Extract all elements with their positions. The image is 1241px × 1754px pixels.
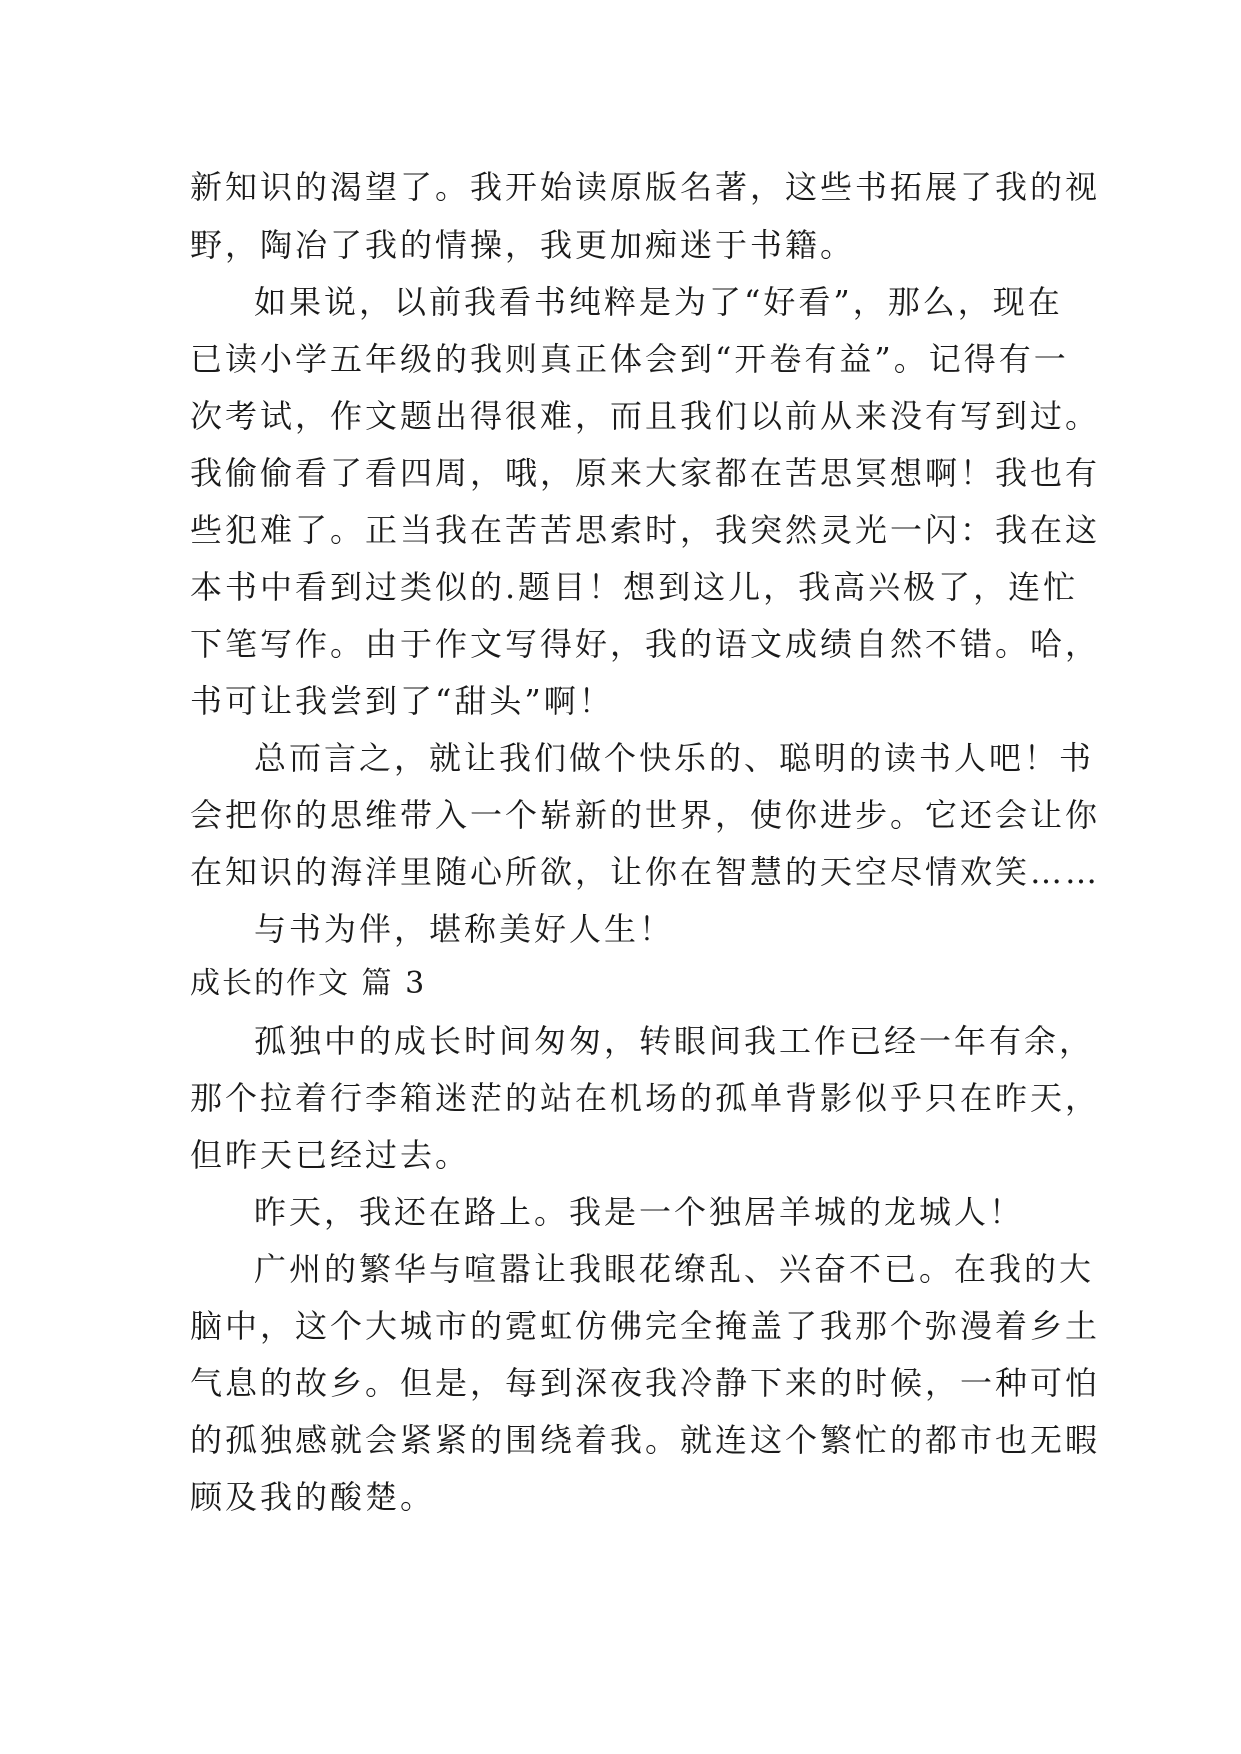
paragraph-start-line: 与书为伴，堪称美好人生！ bbox=[254, 910, 675, 948]
text-line: 气息的故乡。但是，每到深夜我冷静下来的时候，一种可怕 bbox=[190, 1364, 1101, 1402]
paragraph-start-line: 孤独中的成长时间匆匆，转眼间我工作已经一年有余， bbox=[254, 1022, 1095, 1060]
text-line: 书可让我尝到了“甜头”啊！ bbox=[190, 682, 614, 720]
text-line: 次考试，作文题出得很难，而且我们以前从来没有写到过。 bbox=[190, 397, 1101, 435]
paragraph-start-line: 如果说，以前我看书纯粹是为了“好看”，那么，现在 bbox=[254, 283, 1063, 321]
section-heading: 成长的作文 篇 3 bbox=[190, 966, 427, 1001]
text-line: 我偷偷看了看四周，哦，原来大家都在苦思冥想啊！我也有 bbox=[190, 454, 1101, 492]
text-line: 野，陶冶了我的情操，我更加痴迷于书籍。 bbox=[190, 226, 856, 264]
text-line: 新知识的渴望了。我开始读原版名著，这些书拓展了我的视 bbox=[190, 168, 1101, 206]
paragraph-start-line: 昨天，我还在路上。我是一个独居羊城的龙城人！ bbox=[254, 1193, 1025, 1231]
text-line: 在知识的海洋里随心所欲，让你在智慧的天空尽情欢笑…… bbox=[190, 853, 1101, 891]
paragraph-start-line: 总而言之，就让我们做个快乐的、聪明的读书人吧！书 bbox=[254, 739, 1095, 777]
text-line: 的孤独感就会紧紧的围绕着我。就连这个繁忙的都市也无暇 bbox=[190, 1421, 1101, 1459]
text-line: 已读小学五年级的我则真正体会到“开卷有益”。记得有一 bbox=[190, 340, 1069, 378]
paragraph-start-line: 广州的繁华与喧嚣让我眼花缭乱、兴奋不已。在我的大 bbox=[254, 1250, 1095, 1288]
text-line: 本书中看到过类似的.题目！想到这儿，我高兴极了，连忙 bbox=[190, 568, 1079, 606]
text-line: 顾及我的酸楚。 bbox=[190, 1478, 436, 1516]
text-line: 些犯难了。正当我在苦苦思索时，我突然灵光一闪：我在这 bbox=[190, 511, 1101, 549]
text-line: 脑中，这个大城市的霓虹仿佛完全掩盖了我那个弥漫着乡土 bbox=[190, 1307, 1101, 1345]
text-line: 下笔写作。由于作文写得好，我的语文成绩自然不错。哈， bbox=[190, 625, 1101, 663]
text-line: 会把你的思维带入一个崭新的世界，使你进步。它还会让你 bbox=[190, 796, 1101, 834]
text-line: 但昨天已经过去。 bbox=[190, 1136, 471, 1174]
text-line: 那个拉着行李箱迷茫的站在机场的孤单背影似乎只在昨天， bbox=[190, 1079, 1101, 1117]
